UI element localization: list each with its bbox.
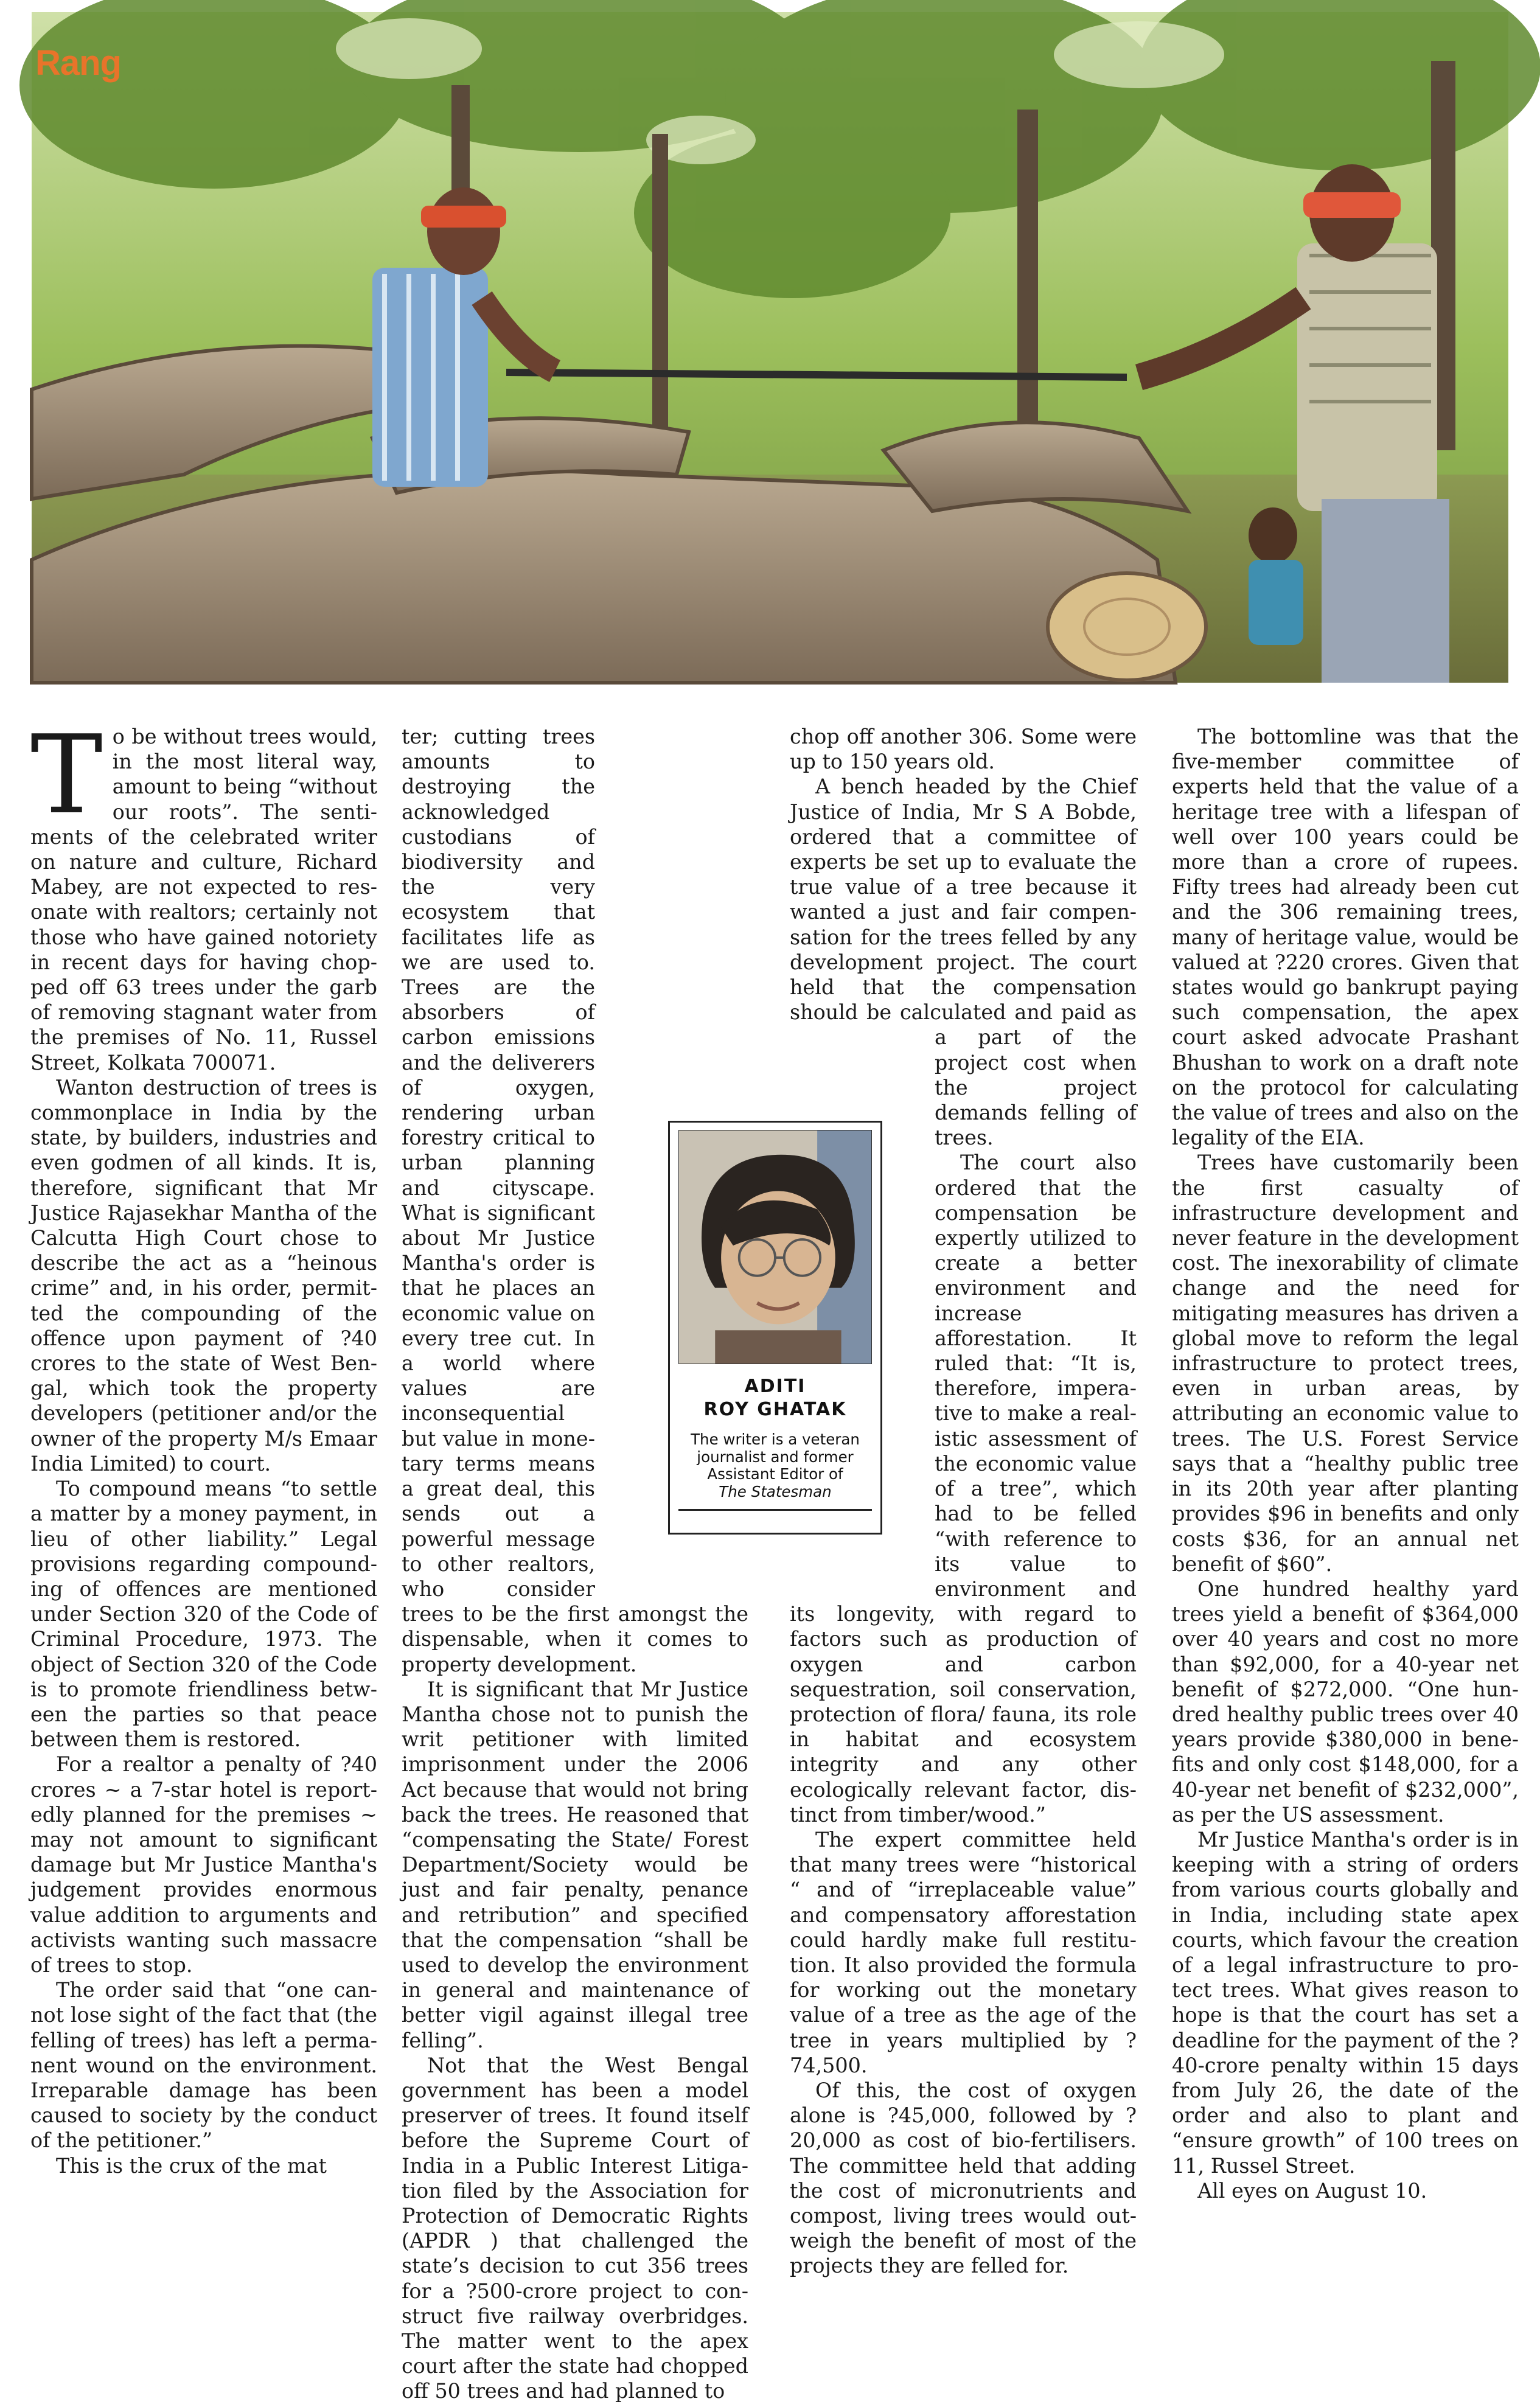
author-name [678,1375,872,1421]
author-box [668,1121,882,1535]
author-publication: The Statesman [719,1482,832,1500]
paragraph: The court also ordered that the compensation be expertly utilized to create a better environment and increase afforestation. It ruled that: “It is, therefore, imperative to make a realistic assessment of the economic value of a tree”, which had to be felled “with reference to its value to environment and its longevity, with regard to factors such as production of oxygen and carbon sequestration, soil conservation, protection of flora/ fauna, its role in habitat and ecosystem integrity and any other ecologically relevant factor, distinct from timber/wood.” [790,1151,1137,1827]
author-photo [678,1130,872,1364]
paragraph: chop off another 306. Some were up to 150 years old. [790,725,1137,774]
paragraph: A bench headed by the Chief Justice of India, Mr S A Bobde, ordered that a committee of experts be set up to evaluate the true value of a tree because it wanted a just and fair compensation for the trees felled by any development project. The court held that the compensation should be calculated and paid as a part of the project cost when the project demands felling of trees. [790,775,1137,1150]
article-column-1 [30,712,377,2282]
paragraph: Not that the West Bengal government has been a model preserver of trees. It found itself before the Supreme Court of India in a Public Interest Litigation filed by the Association for Protection of Democratic Rights (APDR ) that challenged the state’s decision to cut 356 trees for a ?500-crore project to construct five railway overbridges. The matter went to the apex court after the state had chopped off 50 trees and had planned to [402,2053,748,2403]
paragraph: Trees have customarily been the first casualty of infrastructure development and never feature in the development cost. The inexorability of climate change and the need for mitigating measures has driven a global move to reform the legal infrastructure to protect trees, even in urban areas, by attributing an economic value to trees. The U.S. Forest Service says that a “healthy public tree in its 20th year after planting provides $96 in benefits and only costs $36, for an annual net benefit of $60”. [1172,1151,1519,1576]
paragraph: Of this, the cost of oxygen alone is ?45,000, followed by ?20,000 as cost of bio-fertilisers. The committee held that adding the cost of micronutrients and compost, living trees would outweigh the benefit of most of the projects they are felled for. [790,2078,1137,2278]
paragraph: ter; cutting trees amounts to destroying the acknowledged custodians of biodiversity and the very ecosystem that facilitates life as we are used to. Trees are the absorbers of carbon emissions and the deliverers of oxygen, rendering urban forestry critical to urban planning and cityscape. What is significant about Mr Justice Mantha's order is that he places an economic value on every tree cut. In a world where values are inconsequential but value in monetary terms means a great deal, this sends out a powerful message to other realtors, who consider trees to be the first amongst the dispensable, when it comes to property development. [402,725,748,1676]
paragraph: The order said that “one cannot lose sight of the fact that (the felling of trees) has left a permanent wound on the environment. Irreparable damage has been caused to society by the conduct of the petitioner.” [30,1978,377,2153]
paragraph: This is the crux of the mat [56,2153,327,2178]
paragraph: All eyes on August 10. [1197,2178,1427,2203]
paragraph: To be without trees would, in the most literal way, amount to being “without our roots”. The sentiments of the celebrated writer on nature and culture, Richard Mabey, are not expected to resonate with realtors; certainly not those who have gained notoriety in recent days for having chopped off 63 trees under the garb of removing stagnant water from the premises of No. 11, Russel Street, Kolkata 700071. [30,712,377,1075]
author-portrait [679,1131,871,1364]
drop-cap: T [30,712,103,838]
tree-felling-photo [32,12,1508,683]
paragraph: The expert committee held that many trees were “historical “ and of “irreplaceable value” and compensatory afforestation could hardly make full restitution. It also provided the formula for working out the monetary value of a tree as the age of the tree in years multiplied by ?74,500. [790,1827,1137,2077]
paragraph: The bottomline was that the five-member committee of experts held that the value of a heritage tree with a lifespan of well over 100 years could be more than a crore of rupees. Fifty trees had already been cut and the 306 remaining trees, many of heritage value, would be valued at ?220 crores. Given that states would go bankrupt paying such compensation, the apex court asked advocate Prashant Bhushan to work on a draft note on the protocol for calculating the value of trees and also on the legality of the EIA. [1172,725,1519,1150]
author-bio [678,1431,872,1500]
paragraph: One hundred healthy yard trees yield a benefit of $364,000 over 40 years and cost no more than $92,000, for a 40-year net benefit of $272,000. “One hundred healthy public trees over 40 years provide $380,000 in benefits and only cost $148,000, for a 40-year net benefit of $232,000”, as per the US assessment. [1172,1577,1519,1827]
rang-logo: Rang [35,43,121,83]
paragraph: To compound means “to settle a matter by a money payment, in lieu of other liability.” Legal provisions regarding compounding of offences are mentioned under Section 320 of the Code of Criminal Procedure, 1973. The object of Section 320 of the Code is to promote friendliness between the parties so that peace between them is restored. [30,1477,377,1752]
paragraph: It is significant that Mr Justice Mantha chose not to punish the writ petitioner with limited imprisonment under the 2006 Act because that would not bring back the trees. He reasoned that “compensating the State/ Forest Department/Society would be just and fair penalty, penance and retribution” and specified that the compensation “shall be used to develop the environment in general and maintenance of better vigil against illegal tree felling”. [402,1677,748,2052]
article-photo [32,12,1508,683]
paragraph: Mr Justice Mantha's order is in keeping with a string of orders from various courts globally and in India, including state apex courts, which favour the creation of a legal infrastructure to protect trees. What gives reason to hope is that the court has set a deadline for the payment of the ?40-crore penalty within 15 days from July 26, the date of the order and also to plant and “ensure growth” of 100 trees on 11, Russel Street. [1172,1827,1519,2178]
author-box-rule [678,1509,872,1511]
author-last-name: ROY GHATAK [703,1399,847,1420]
author-bio-text: The writer is a veteran journalist and former Assistant Editor of [691,1430,860,1483]
paragraph: Wanton destruction of trees is commonplace in India by the state, by builders, industries and even godmen of all kinds. It is, therefore, significant that Mr Justice Rajasekhar Mantha of the Calcutta High Court chose to describe the act as a “heinous crime” and, in his order, permitted the compounding of the offence upon payment of ?40 crores to the state of West Bengal, which took the property developers (petitioner and/or the owner of the property M/s Emaar India Limited) to court. [30,1075,377,1475]
author-first-name: ADITI [744,1376,806,1397]
article-column-4 [1172,724,1519,2282]
paragraph: For a realtor a penalty of ?40 crores ~ a 7-star hotel is reportedly planned for the premises ~ may not amount to significant damage but Mr Justice Mantha's judgement provides enormous value addition to arguments and activists wanting such massacre of trees to stop. [30,1752,377,1977]
